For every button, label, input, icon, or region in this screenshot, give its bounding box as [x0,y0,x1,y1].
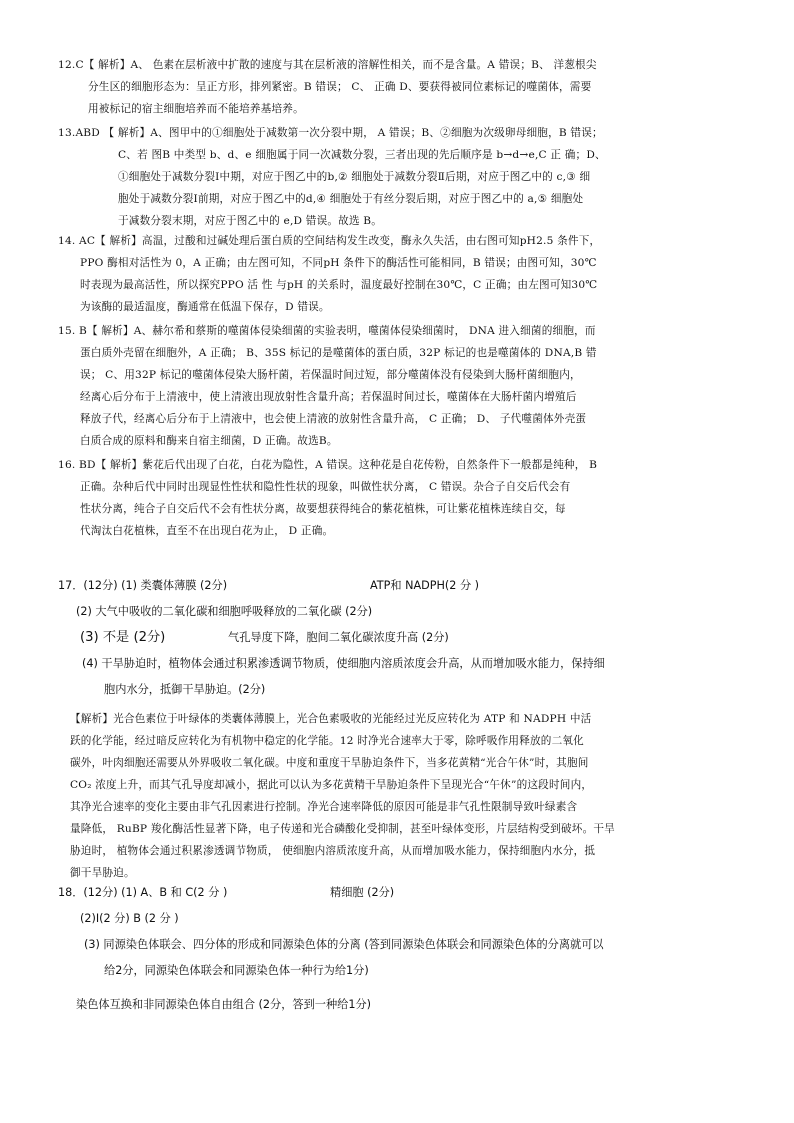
answer-18-item-1-part-b: 精细胞 (2分) [330,886,395,899]
answer-16-line: 代淘汰白花植株，直至不在出现白花为止， D 正确。 [80,525,334,537]
answer-15-line: 误； C、用32P 标记的噬菌体侵染大肠杆菌，若保温时间过短，部分噬菌体没有侵染到大肠杆菌细胞内， [80,369,581,381]
answer-13-line: 胞处于减数分裂Ⅰ前期，对应于图乙中的d,④ 细胞处于有丝分裂后期，对应于图乙中的 a,⑤ 细胞处 [118,193,584,205]
analysis-line: 碳外，叶肉细胞还需要从外界吸收二氧化碳。中度和重度干旱胁迫条件下，当多花黄精“光合午休”时，其胞间 [70,757,589,769]
answer-16-line: 正确。杂种后代中同时出现显性性状和隐性性状的现象，叫做性状分离， C 错误。杂合子自交后代会有 [80,481,571,493]
analysis-line: 【解析】光合色素位于叶绿体的类囊体薄膜上，光合色素吸收的光能经过光反应转化为 ATP 和 NADPH 中活 [70,713,592,725]
answer-17-item-3 [58,625,748,651]
answer-13-line: ①细胞处于减数分裂Ⅰ中期，对应于图乙中的b,② 细胞处于减数分裂Ⅱ后期，对应于图乙中的 c,③ 细 [118,171,591,183]
answer-15-line: 白质合成的原料和酶来自宿主细菌，D 正确。故选B。 [80,435,338,447]
answer-16-line: 性状分离，纯合子自交后代不会有性状分离，故要想获得纯合的紫花植株，可让紫花植株连续自交，每 [80,503,566,515]
answer-13-line: 13.ABD 【 解析】A、图甲中的①细胞处于减数第一次分裂中期， A 错误；B、②细胞为次级卵母细胞，B 错误； [58,127,603,139]
answer-18-item-4: 染色体互换和非同源染色体自由组合 (2分，答到一种给1分) [76,998,372,1011]
answer-15-line: 经离心后分布于上清液中，使上清液出现放射性含量升高；若保温时间过长，噬菌体在大肠杆菌内增殖后 [80,391,577,403]
answer-14-line: PPO 酶相对活性为 0，A 正确；由左图可知，不同pH 条件下的酶活性可能相同，B 错误；由图可知，30℃ [80,257,597,269]
answer-12 [58,54,748,120]
answer-17-item-4: (4) 干旱胁迫时，植物体会通过积累渗透调节物质，使细胞内溶质浓度会升高，从而增加吸水能力，保持细 [82,657,605,670]
answer-15-line: 释放子代，经离心后分布于上清液中，也会使上清液的放射性含量升高， C 正确； D、 子代噬菌体外壳蛋 [80,413,587,425]
answer-18-item-1-part-a: 18．(12分) (1) A、B 和 C(2 分 ) [58,886,228,899]
answer-17-item-1-part-a: 17．(12分) (1) 类囊体薄膜 (2分) [58,579,228,592]
analysis-line: 御干旱胁迫。 [70,867,135,879]
answer-17-item-3-part-a: (3) 不是 (2分) [80,630,166,645]
answer-17-analysis [70,708,750,884]
answer-17-item-1 [58,573,748,599]
answer-13-line: C、若 图B 中类型 b、d、e 细胞属于同一次减数分裂，三者出现的先后顺序是 b→d→e,C 正 确；D、 [118,149,606,161]
answer-15-line: 15. B【 解析】A、赫尔希和蔡斯的噬菌体侵染细菌的实验表明，噬菌体侵染细菌时， DNA 进入细菌的细胞，而 [58,325,596,337]
answer-17-item-1-part-b: ATP和 NADPH(2 分 ) [370,579,480,592]
analysis-line: 胁迫时， 植物体会通过积累渗透调节物质， 使细胞内溶质浓度升高，从而增加吸水能力，保持细胞内水分，抵 [70,845,596,857]
answer-14-line: 时表现为最高活性，所以探究PPO 活 性 与pH 的关系时，温度最好控制在30℃，C 正确；由左图可知30℃ [80,279,598,291]
answer-16-line: 16. BD【 解析】紫花后代出现了白花，白花为隐性，A 错误。这种花是自花传粉，自然条件下一般都是纯种， B [58,459,598,471]
answer-15 [58,320,748,452]
answer-15-line: 蛋白质外壳留在细胞外，A 正确； B、35S 标记的是噬菌体的蛋白质，32P 标记的也是噬菌体的 DNA,B 错 [80,347,597,359]
answer-13 [58,122,748,232]
answer-14 [58,230,748,318]
answer-17-item-3-part-b: 气孔导度下降，胞间二氧化碳浓度升高 (2分) [228,631,449,644]
answer-17 [58,573,748,703]
answer-12-line: 12.C【 解析】A、 色素在层析液中扩散的速度与其在层析液的溶解性相关，而不是含量。A 错误；B、 洋葱根尖 [58,59,597,71]
answer-12-line: 分生区的细胞形态为：呈正方形，排列紧密。B 错误； C、 正确 D、要获得被同位素标记的噬菌体，需要 [88,81,592,93]
answer-18-item-3: (3) 同源染色体联会、四分体的形成和同源染色体的分离 (答到同源染色体联会和同源染色体的分离就可以 [84,938,604,951]
analysis-line: 跃的化学能，经过暗反应转化为有机物中稳定的化学能。12 时净光合速率大于零，除呼吸作用释放的二氧化 [70,735,584,747]
answer-18-item-1 [58,880,748,906]
answer-18-item-2: (2)Ⅰ(2 分) B (2 分 ) [80,912,179,925]
answer-18-item-3-cont: 给2分，同源染色体联会和同源染色体一种行为给1分) [104,964,369,977]
analysis-line: 其净光合速率的变化主要由非气孔因素进行控制。净光合速率降低的原因可能是非气孔性限制导致叶绿素含 [70,801,578,813]
answer-17-item-2: (2) 大气中吸收的二氧化碳和细胞呼吸释放的二氧化碳 (2分) [76,605,373,618]
answer-14-line: 为该酶的最适温度，酶通常在低温下保存，D 错误。 [80,301,330,313]
answer-12-line: 用被标记的宿主细胞培养而不能培养基培养。 [88,103,304,115]
answer-17-item-4-cont: 胞内水分，抵御干旱胁迫。(2分) [104,683,266,696]
analysis-line: 量降低， RuBP 羧化酶活性显著下降，电子传递和光合磷酸化受抑制，甚至叶绿体变形，片层结构受到破坏。干旱 [70,823,615,835]
answer-16 [58,454,748,542]
answer-18 [58,880,748,1018]
answer-13-line: 于减数分裂末期，对应于图乙中的 e,D 错误。故选 B。 [118,215,383,227]
analysis-line: CO₂ 浓度上升，而其气孔导度却减小，据此可以认为多花黄精干旱胁迫条件下呈现光合“午休”的这段时间内， [70,779,593,791]
answer-14-line: 14. AC【 解析】高温，过酸和过碱处理后蛋白质的空间结构发生改变，酶永久失活，由右图可知pH2.5 条件下， [58,235,601,247]
